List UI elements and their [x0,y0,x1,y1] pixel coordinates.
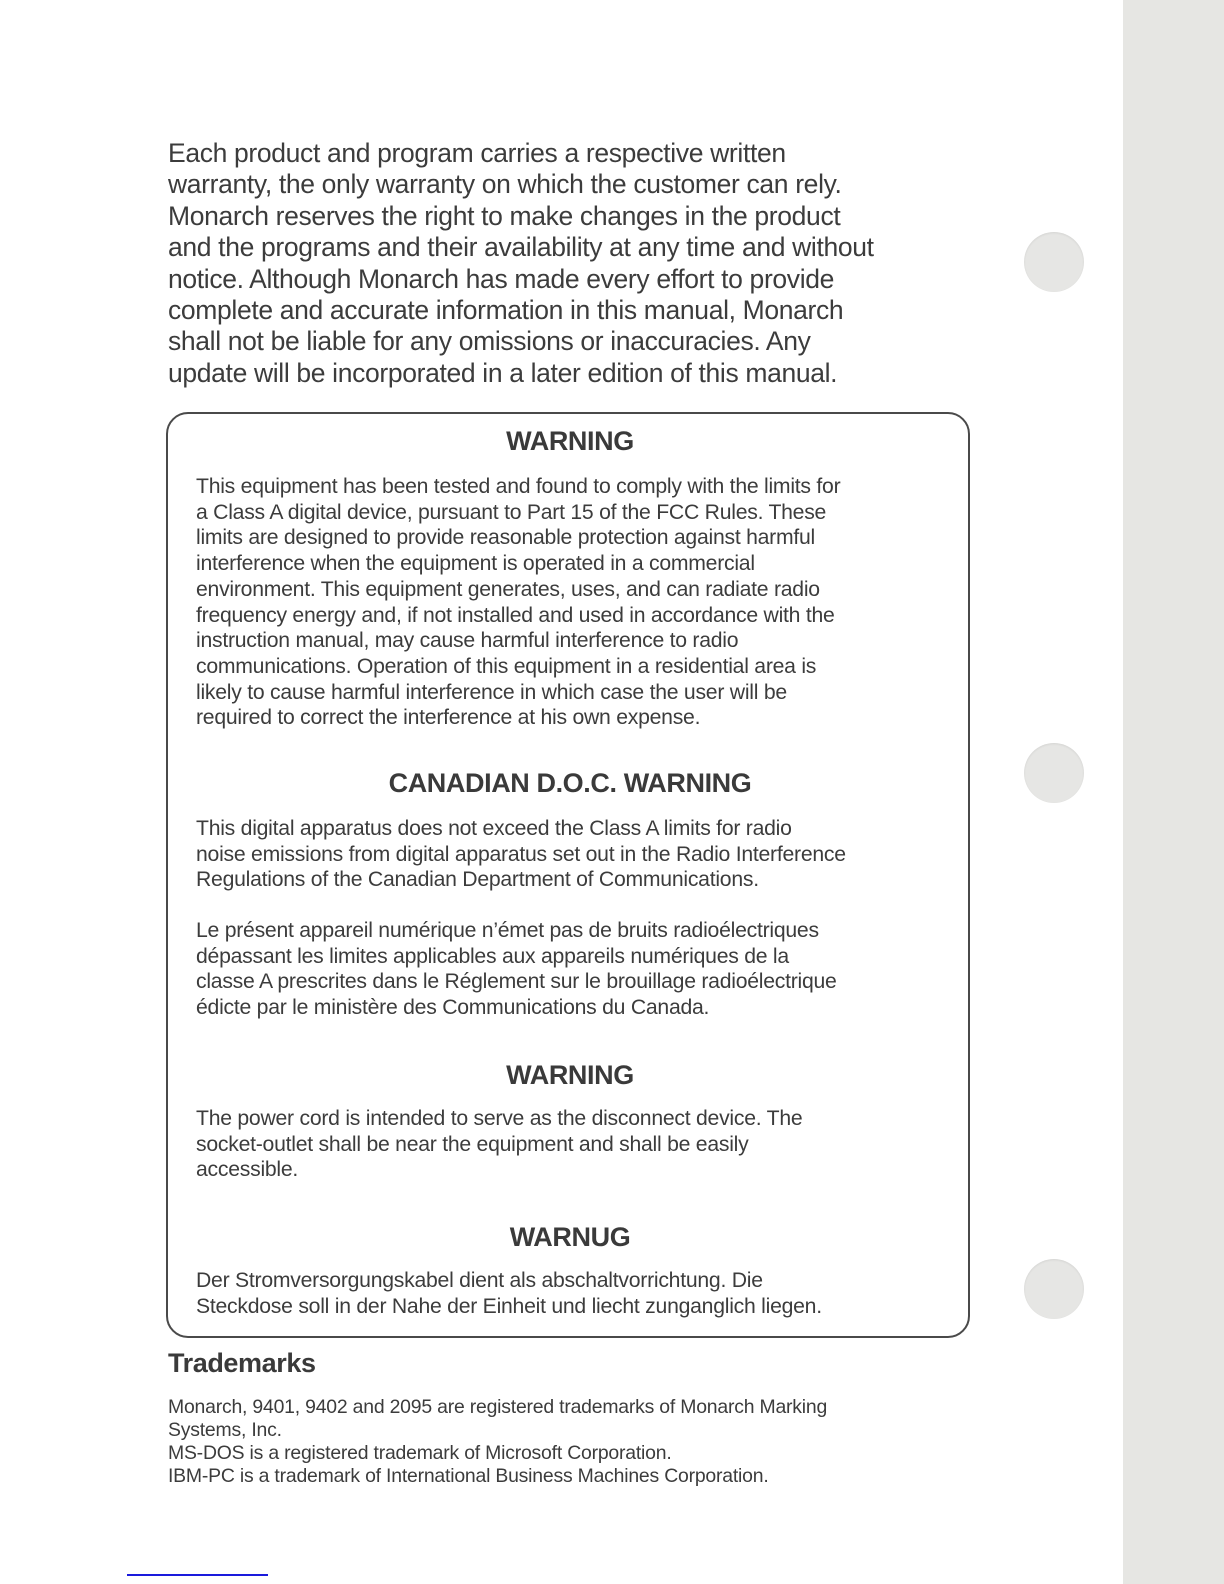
text-line: update will be incorporated in a later edition of this manual. [168,357,838,388]
text-line: This equipment has been tested and found to comply with the limits for [196,475,841,498]
text-line: classe A prescrites dans le Réglement sur le brouillage radioélectrique [196,970,837,994]
text-line: notice. Although Monarch has made every effort to provide [168,263,835,294]
text-line: instruction manual, may cause harmful interference to radio [196,629,739,653]
text-line: a Class A digital device, pursuant to Part 15 of the FCC Rules. These [196,500,827,524]
trademarks-heading: Trademarks [168,1348,316,1378]
text-line: Each product and program carries a respective written [168,138,786,168]
text-line: interference when the equipment is operated in a commercial [196,552,755,576]
text-line: environment. This equipment generates, uses, and can radiate radio [196,577,820,601]
text-line: frequency energy and, if not installed and used in accordance with the [196,603,835,627]
text-line: required to correct the interference at his own expense. [196,706,701,730]
trademarks-text [168,1396,827,1488]
text-line: socket-outlet shall be near the equipment and shall be easily [196,1132,749,1156]
power-cord-warning-heading: WARNING [506,1060,634,1090]
text-line: accessible. [196,1158,299,1182]
text-line: IBM-PC is a trademark of International Business Machines Corporation. [168,1465,769,1487]
german-warning-heading: WARNUG [509,1222,631,1252]
fcc-warning-heading: WARNING [506,426,634,456]
binder-hole [1024,1259,1084,1319]
text-line: MS-DOS is a registered trademark of Microsoft Corporation. [168,1442,672,1464]
text-line: Der Stromversorgungskabel dient als abschaltvorrichtung. Die [196,1269,763,1292]
text-line: warranty, the only warranty on which the customer can rely. [168,169,842,200]
text-line: Monarch reserves the right to make changes in the product [168,200,841,231]
warranty-paragraph [168,138,968,389]
footer-rule [127,1574,268,1576]
text-line: communications. Operation of this equipment in a residential area is [196,654,817,678]
canadian-warning-french [196,918,837,1021]
text-line: This digital apparatus does not exceed the Class A limits for radio [196,817,792,840]
text-line: shall not be liable for any omissions or inaccuracies. Any [168,326,811,357]
text-line: noise emissions from digital apparatus set out in the Radio Interference [196,842,846,866]
text-line: Regulations of the Canadian Department of Communications. [196,868,759,892]
canadian-warning-english [196,816,846,893]
text-line: Le présent appareil numérique n’émet pas de bruits radioélectriques [196,919,819,942]
text-line: complete and accurate information in this manual, Monarch [168,295,844,326]
text-line: likely to cause harmful interference in which case the user will be [196,680,787,704]
fcc-warning-text [196,474,840,731]
text-line: The power cord is intended to serve as the disconnect device. The [196,1107,803,1130]
text-line: Monarch, 9401, 9402 and 2095 are registered trademarks of Monarch Marking [168,1396,828,1418]
german-warning-text [196,1268,822,1319]
text-line: limits are designed to provide reasonable protection against harmful [196,526,815,550]
canadian-warning-heading: CANADIAN D.O.C. WARNING [388,768,752,798]
text-line: Systems, Inc. [168,1419,282,1441]
power-cord-warning-text [196,1106,802,1183]
page-edge-strip [1123,0,1224,1584]
binder-hole [1024,743,1084,803]
binder-hole [1024,232,1084,292]
text-line: Steckdose soll in der Nahe der Einheit und liecht zunganglich liegen. [196,1294,822,1318]
text-line: édicte par le ministère des Communications du Canada. [196,996,710,1020]
text-line: dépassant les limites applicables aux appareils numériques de la [196,944,789,968]
text-line: and the programs and their availability at any time and without [168,232,874,263]
